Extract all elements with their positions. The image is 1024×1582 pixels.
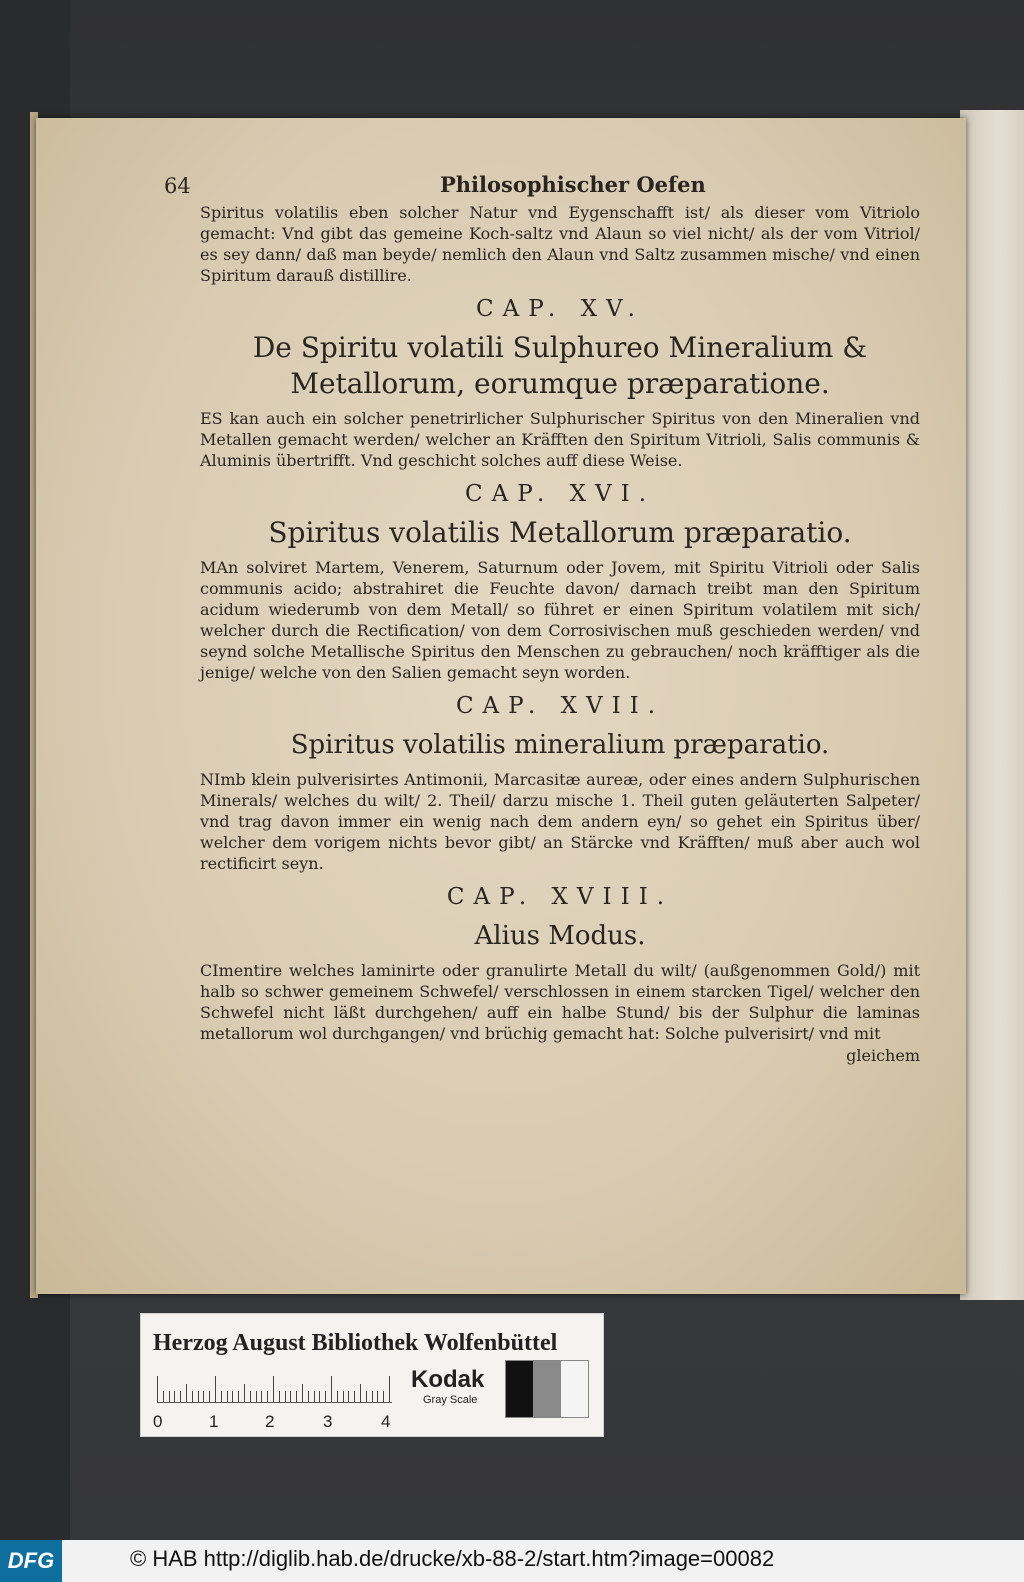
gray-scale-swatches xyxy=(505,1360,589,1418)
kodak-logo: Kodak xyxy=(411,1366,485,1393)
chapter-heading: CAP. XV. xyxy=(476,296,644,322)
ruler-tick xyxy=(203,1391,204,1402)
ruler-tick xyxy=(267,1391,268,1402)
measurement-ruler xyxy=(157,1372,392,1403)
ruler-tick xyxy=(314,1391,315,1402)
ruler-tick xyxy=(174,1391,175,1402)
chapter-heading: CAP. XVIII. xyxy=(446,884,674,910)
ruler-tick xyxy=(256,1391,257,1402)
ruler-tick xyxy=(273,1376,274,1402)
ruler-tick xyxy=(250,1391,251,1402)
ruler-label: 4 xyxy=(381,1412,391,1431)
ruler-tick xyxy=(169,1391,170,1402)
chapter-title: Spiritus volatilis mineralium præparatio. xyxy=(290,730,830,760)
ruler-tick xyxy=(383,1391,384,1402)
page-number: 64 xyxy=(164,174,191,198)
chapter-body: MAn solviret Martem, Venerem, Saturnum oder Jovem, mit Spiritu Vitrioli oder Salis communis acido; abstrahiret die Feuchte davon/ darnach treibt man den Spiritum acidum wiederumb von dem Metall/ so führet er einen Spiritum volatilem mit sich/ welcher durch die Rectification/ von dem Corrosivischen muß geschieden werden/ vnd seynd solche Metallische Spiritus den Menschen zu gebrauchen/ noch kräfftiger als die jenige/ welche von den Salien gemacht seyn worden. xyxy=(200,558,920,682)
color-target-card xyxy=(140,1313,604,1437)
ruler-tick xyxy=(308,1391,309,1402)
ruler-label: 2 xyxy=(265,1412,275,1431)
ruler-tick xyxy=(279,1391,280,1402)
ruler-tick xyxy=(377,1391,378,1402)
ruler-tick xyxy=(157,1376,158,1402)
chapter-title: De Spiritu volatili Sulphureo Mineralium & Metallorum, eorumque præparatione. xyxy=(252,331,868,400)
ruler-tick xyxy=(180,1391,181,1402)
ruler-tick xyxy=(244,1384,245,1402)
black-swatch xyxy=(506,1361,533,1417)
running-head: Philosophischer Oefen xyxy=(440,172,706,197)
ruler-label: 1 xyxy=(209,1412,219,1431)
chapter-title: Alius Modus. xyxy=(474,921,646,951)
ruler-tick xyxy=(215,1376,216,1402)
ruler-tick xyxy=(319,1391,320,1402)
page-header xyxy=(164,170,920,202)
ruler-tick xyxy=(198,1391,199,1402)
ruler-tick xyxy=(331,1376,332,1402)
gray-swatch xyxy=(533,1361,560,1417)
ruler-tick xyxy=(348,1391,349,1402)
ruler-label: 0 xyxy=(153,1412,163,1431)
catchword: gleichem xyxy=(846,1046,920,1065)
library-name: Herzog August Bibliothek Wolfenbüttel xyxy=(153,1330,558,1356)
ruler-tick xyxy=(232,1391,233,1402)
ruler-tick xyxy=(238,1391,239,1402)
ruler-tick xyxy=(296,1391,297,1402)
ruler-tick xyxy=(227,1391,228,1402)
ruler-label: 3 xyxy=(323,1412,333,1431)
ruler-tick xyxy=(366,1391,367,1402)
chapter-heading: CAP. XVI. xyxy=(464,481,656,507)
ruler-tick xyxy=(389,1376,390,1402)
dfg-logo: DFG xyxy=(0,1540,62,1582)
ruler-tick xyxy=(337,1391,338,1402)
ruler-tick xyxy=(372,1391,373,1402)
ruler-tick xyxy=(343,1391,344,1402)
gray-scale-label: Gray Scale xyxy=(423,1394,478,1406)
chapter-body: NImb klein pulverisirtes Antimonii, Marcasitæ aureæ, oder eines andern Sulphurischen Minerals/ welches du wilt/ 2. Theil/ darzu mische 1. Theil guten geläuterten Salpeter/ vnd trag davon immer ein wenig nach dem andern eyn/ so gehet ein Spiritus über/ welcher dem vorigem nichts bevor gibt/ an Stärcke vnd Kräfften/ muß aber auch wol rectificirt seyn. xyxy=(200,770,920,873)
ruler-tick xyxy=(186,1384,187,1402)
intro-paragraph: Spiritus volatilis eben solcher Natur vnd Eygenschafft ist/ als dieser vom Vitriolo gemacht: Vnd gibt das gemeine Koch-saltz vnd Alaun so viel nicht/ als der vom Vitriol/ es sey dann/ daß man beyde/ nemlich den Alaun vnd Saltz zusammen mische/ vnd einen Spiritum darauß distillire. xyxy=(200,203,920,285)
page-text xyxy=(164,170,920,1065)
chapter-title: Spiritus volatilis Metallorum præparatio. xyxy=(268,516,852,549)
ruler-tick xyxy=(360,1384,361,1402)
footer-bar xyxy=(0,1540,1024,1582)
ruler-tick xyxy=(302,1384,303,1402)
ruler-tick xyxy=(285,1391,286,1402)
chapter-body: ES kan auch ein solcher penetrirlicher Sulphurischer Spiritus von den Mineralien vnd Metallen gemacht werden/ welcher an Kräfften den Spiritum Vitrioli, Salis communis & Aluminis übertrifft. Vnd geschicht solches auff diese Weise. xyxy=(200,409,920,470)
white-swatch xyxy=(561,1361,588,1417)
ruler-tick xyxy=(354,1391,355,1402)
ruler-tick xyxy=(221,1391,222,1402)
chapter-heading: CAP. XVII. xyxy=(455,693,665,719)
ruler-tick xyxy=(163,1391,164,1402)
ruler-tick xyxy=(290,1391,291,1402)
chapter-body: CImentire welches laminirte oder granulirte Metall du wilt/ (außgenommen Gold/) mit halb so schwer gemeinem Schwefel/ verschlossen in einem starcken Tigel/ welcher den Schwefel nicht läßt durchgehen/ auff ein halbe Stund/ bis der Sulphur die laminas metallorum wol durchgangen/ vnd brüchig gemacht hat: Solche pulverisirt/ vnd mit xyxy=(200,961,920,1043)
ruler-tick xyxy=(261,1391,262,1402)
ruler-tick xyxy=(192,1391,193,1402)
ruler-tick xyxy=(209,1391,210,1402)
facing-page-edge xyxy=(960,110,1024,1300)
copyright-link[interactable]: © HAB http://diglib.hab.de/drucke/xb-88-2/start.htm?image=00082 xyxy=(130,1546,775,1571)
ruler-tick xyxy=(325,1391,326,1402)
